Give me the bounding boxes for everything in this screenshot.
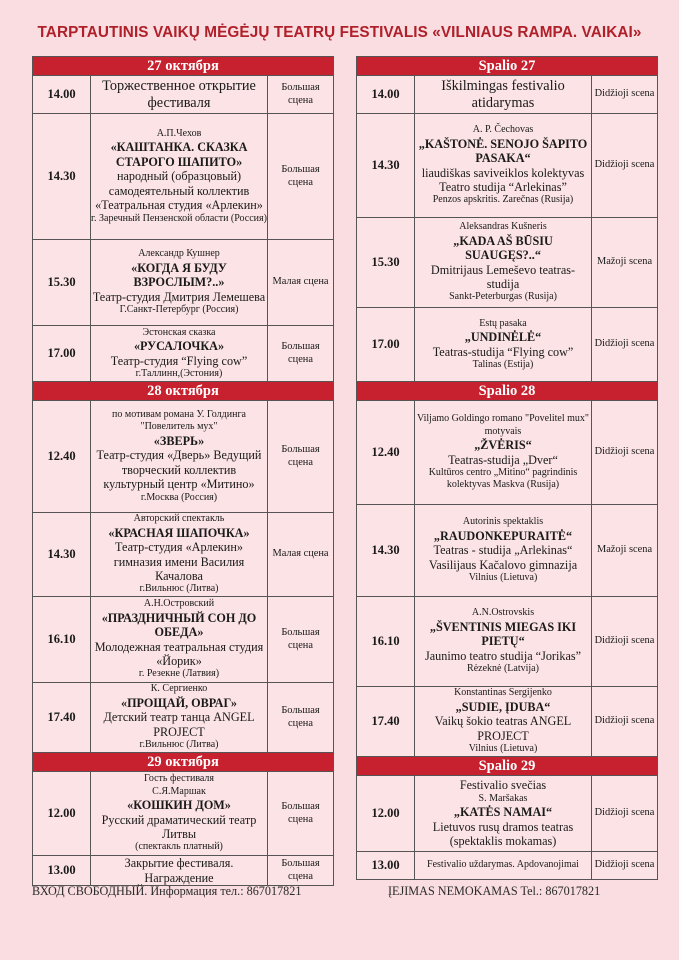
event-time: 15.30 [357,218,415,308]
day-header-row [33,753,334,772]
schedule-russian [32,56,333,886]
event-note: Vilnius (Lietuva) [468,743,538,755]
event-description [415,76,592,114]
event-note: Rėzeknė (Latvija) [467,663,539,675]
event-note: г.Москва (Россия) [140,491,218,503]
event-text: Vaikų šokio teatras ANGEL PROJECT [434,714,572,743]
event-note: Авторский спектакль [133,513,225,525]
event-time: 15.30 [33,240,91,326]
event-time: 17.00 [33,326,91,382]
event-row [33,240,334,326]
event-stage: Didžioji scena [592,597,658,687]
performance-title: «ПРАЗДНИЧНЫЙ СОН ДО ОБЕДА» [101,610,257,640]
event-note: Sankt-Peterburgas (Rusija) [449,291,557,303]
event-stage: Didžioji scena [592,687,658,757]
event-time: 14.30 [33,114,91,240]
event-row [33,683,334,753]
event-note: г. Резекне (Латвия) [138,668,220,680]
day-header: 29 октября [33,753,334,772]
event-stage: Didžioji scena [592,308,658,382]
performance-title: «ПРОЩАЙ, ОВРАГ» [120,695,238,710]
event-stage: Малая сцена [268,513,334,597]
event-note: Festivalio uždarymas. Apdovanojimai [427,859,579,871]
event-row [357,308,658,382]
footer-lt: ĮEJIMAS NEMOKAMAS Tel.: 867017821 [388,884,601,898]
event-row [357,505,658,597]
event-note: Гость фестиваля [143,773,215,785]
event-note: A. P. Čechovas [472,124,534,136]
footer-ru: ВХОД СВОБОДНЫЙ. Информация тел.: 867017821 [32,884,302,898]
performance-title: «ЗВЕРЬ» [153,433,205,448]
event-text: Festivalio svečias [459,778,547,793]
event-stage: Didžioji scena [592,852,658,880]
performance-title: „ŠVENTINIS MIEGAS IKI PIETŲ“ [429,619,577,649]
event-text: Торжественное открытие фестиваля [102,78,256,111]
event-stage: Малая сцена [268,240,334,326]
event-note: г.Вильнюс (Литва) [139,583,219,595]
event-text: Театр-студия “Flying cow” [110,353,248,368]
day-header: 27 октября [33,57,334,76]
event-text: Театр-студия «Арлекин» гимназия имени Василия Качалова [113,540,245,583]
event-time: 16.10 [357,597,415,687]
event-row [33,597,334,683]
event-time: 14.00 [357,76,415,114]
event-note: А.Н.Островский [143,598,215,610]
event-stage: Большая сцена [268,772,334,856]
event-note: по мотивам романа У. Голдинга "Повелитель мух" [112,409,246,433]
event-stage: Большая сцена [268,76,334,114]
event-stage: Большая сцена [268,597,334,683]
performance-title: «КОГДА Я БУДУ ВЗРОСЛЫМ?..» [131,260,227,290]
event-note: Александр Кушнер [138,248,220,260]
event-note: A.N.Ostrovskis [471,607,535,619]
event-stage: Didžioji scena [592,401,658,505]
event-note: Эстонская сказка [142,326,216,338]
event-text: Teatras-studija „Dver“ [448,452,558,467]
performance-title: «РУСАЛОЧКА» [133,339,225,354]
day-header: Spalio 27 [357,57,658,76]
event-stage: Большая сцена [268,114,334,240]
event-note: К. Сергиенко [150,683,208,695]
event-note: Konstantinas Sergijenko [454,687,552,699]
event-text: Teatras - studija „Arlekinas“ Vasilijaus Kačalovo gimnazija [428,543,578,572]
performance-title: „ŽVĖRIS“ [474,438,532,453]
event-text: Детский театр танца ANGEL PROJECT [103,710,255,739]
event-note: Talinas (Estija) [472,358,534,370]
event-time: 12.40 [33,401,91,513]
event-time: 13.00 [357,852,415,880]
event-description [91,326,268,382]
event-row [357,852,658,880]
event-text: Lietuvos rusų dramos teatras (spektaklis mokamas) [432,819,574,849]
day-header-row [33,382,334,401]
day-header-row [357,57,658,76]
festival-title: TARPTAUTINIS VAIKŲ MĖGĖJŲ TEATRŲ FESTIVALIS «VILNIAUS RAMPA. VAIKAI» [37,24,642,41]
event-text: Iškilmingas festivalio atidarymas [441,78,565,111]
event-time: 14.00 [33,76,91,114]
event-note: Vilnius (Lietuva) [468,572,538,584]
event-stage: Mažoji scena [592,218,658,308]
event-row [33,513,334,597]
event-time: 12.00 [357,776,415,852]
event-description [91,597,268,683]
event-time: 17.00 [357,308,415,382]
event-description [91,683,268,753]
event-time: 16.10 [33,597,91,683]
event-stage: Большая сцена [268,683,334,753]
performance-title: «КАШТАНКА. СКАЗКА СТАРОГО ШАПИТО» [110,140,248,169]
event-stage: Большая сцена [268,326,334,382]
performance-title: «КОШКИН ДОМ» [127,798,231,813]
event-description [91,240,268,326]
event-description [415,218,592,308]
performance-title: „KAŠTONĖ. SENOJO ŠAPITO PASAKA“ [418,136,588,166]
event-description [91,76,268,114]
event-row [33,401,334,513]
event-description [415,776,592,852]
day-header-row [33,57,334,76]
performance-title: „SUDIE, ĮDUBA“ [455,699,551,714]
day-header: Spalio 28 [357,382,658,401]
event-row [357,597,658,687]
event-text: Молодежная театральная студия «Йорик» [94,639,264,668]
event-note: Г.Санкт-Петербург (Россия) [119,304,239,316]
event-note: Estų pasaka [479,317,527,329]
event-stage: Didžioji scena [592,114,658,218]
event-time: 17.40 [33,683,91,753]
event-description [91,772,268,856]
event-description [415,597,592,687]
event-text: Театр-студия «Дверь» Ведущий творческий коллектив культурный центр «Митино» [96,448,262,492]
event-description [91,401,268,513]
event-description [415,114,592,218]
event-note: Aleksandras Kušneris [459,221,547,233]
event-description [415,852,592,880]
event-note: Autorinis spektaklis [462,516,544,528]
performance-title: „UNDINĖLĖ“ [464,330,542,345]
event-stage: Didžioji scena [592,776,658,852]
event-row [33,326,334,382]
event-row [33,772,334,856]
event-text: Закрытие фестиваля. Награждение [124,856,234,885]
event-description [415,687,592,757]
event-note: г.Таллинн,(Эстония) [135,367,223,379]
event-stage: Большая сцена [268,401,334,513]
event-note: S. Maršakas [478,792,528,804]
event-text: Teatras-studija “Flying cow” [432,344,574,359]
event-note: Penzos apskritis. Zarečnas (Rusija) [432,194,574,206]
event-description [415,401,592,505]
event-time: 14.30 [33,513,91,597]
day-header: 28 октября [33,382,334,401]
event-stage: Didžioji scena [592,76,658,114]
event-row [33,856,334,886]
event-row [33,76,334,114]
event-row [357,218,658,308]
event-note: Viljamo Goldingo romano "Povelitel mux" motyvais [417,413,589,437]
event-time: 17.40 [357,687,415,757]
event-note: А.П.Чехов [156,128,202,140]
event-note: г. Заречный Пензенской области (Россия) [91,212,267,224]
performance-title: „KADA AŠ BŪSIU SUAUGĘS?..“ [453,233,553,263]
event-stage: Большая сцена [268,856,334,886]
event-description [91,513,268,597]
event-time: 14.30 [357,114,415,218]
event-description [415,505,592,597]
event-text: Dmitrijaus Lemeševo teatras-studija [430,262,576,291]
day-header: Spalio 29 [357,757,658,776]
event-text: Театр-студия Дмитрия Лемешева [92,289,266,304]
event-text: Русский драматический театр Литвы [101,812,257,841]
event-row [357,401,658,505]
event-description [415,308,592,382]
event-note: С.Я.Маршак [152,785,206,797]
event-time: 14.30 [357,505,415,597]
event-note: Kultūros centro „Mitino“ pagrindinis kolektyvas Maskva (Rusija) [428,466,578,491]
performance-title: „KATĖS NAMAI“ [453,805,553,820]
performance-title: „RAUDONKEPURAITĖ“ [433,528,573,543]
event-row [33,114,334,240]
performance-title: «КРАСНАЯ ШАПОЧКА» [108,525,250,540]
event-note: г.Вильнюс (Литва) [139,739,219,751]
day-header-row [357,382,658,401]
schedule-table-lt [356,56,658,880]
event-stage: Mažoji scena [592,505,658,597]
event-row [357,687,658,757]
day-header-row [357,757,658,776]
schedule-lithuanian [356,56,657,880]
event-text: Jaunimo teatro studija “Jorikas” [424,648,582,663]
event-text: liaudiškas saviveiklos kolektyvas Teatro studija “Arlekinas” [421,165,585,194]
event-description [91,856,268,886]
event-description [91,114,268,240]
event-row [357,114,658,218]
schedule-table-ru [32,56,334,886]
event-time: 13.00 [33,856,91,886]
event-time: 12.40 [357,401,415,505]
event-row [357,776,658,852]
event-text: народный (образцовый) самодеятельный коллектив «Театральная студия «Арлекин» [95,169,263,213]
event-row [357,76,658,114]
event-note: (спектакль платный) [135,841,223,853]
event-time: 12.00 [33,772,91,856]
